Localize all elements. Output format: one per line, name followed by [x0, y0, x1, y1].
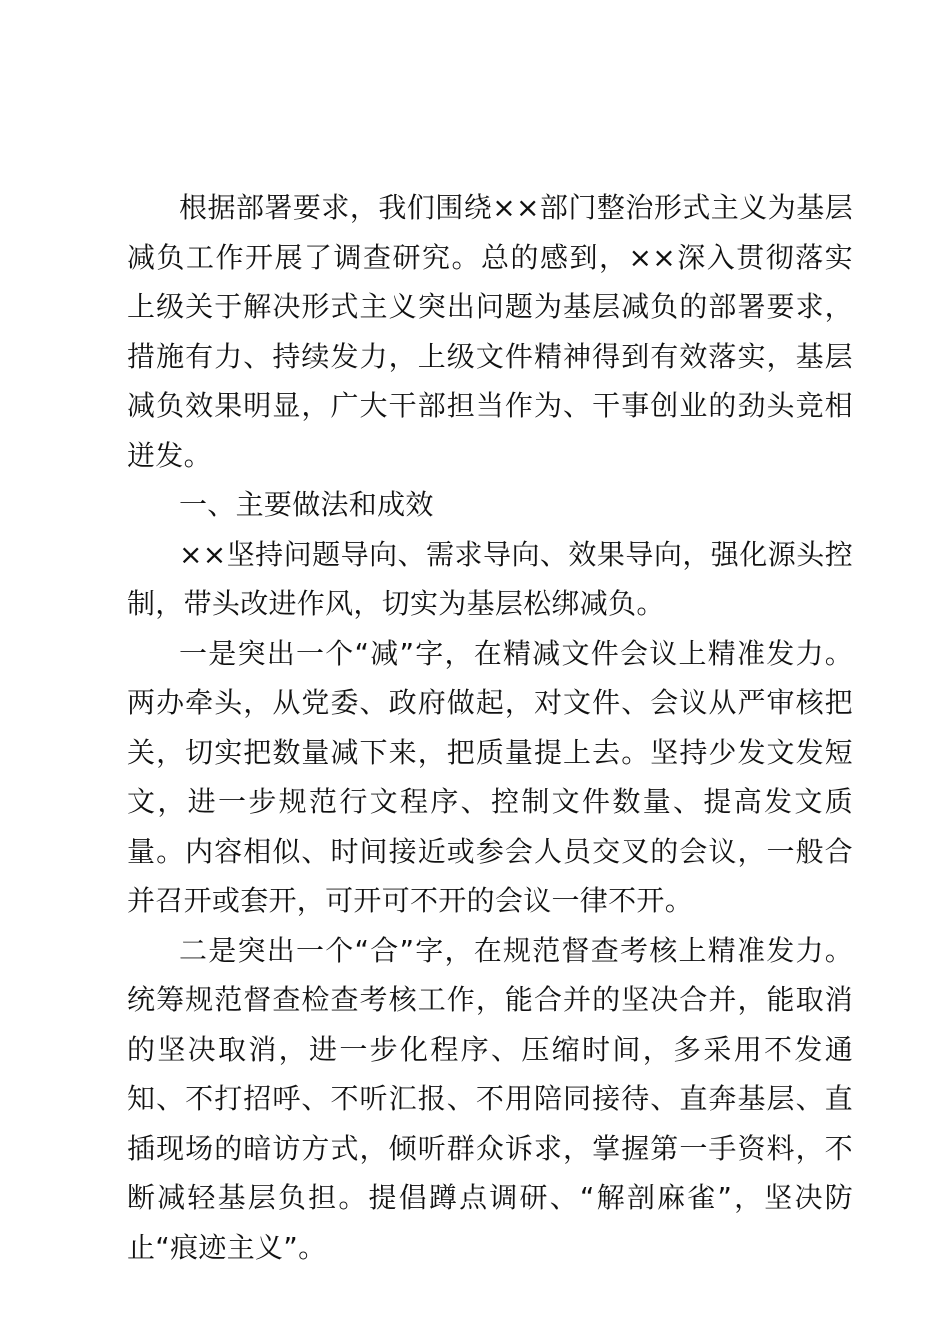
document-body — [127, 183, 853, 1272]
section-heading: 一、主要做法和成效 — [179, 488, 434, 521]
point-one-paragraph: 一是突出一个“减”字，在精减文件会议上精准发力。两办牵头，从党委、政府做起，对文件、会议从严审核把关，切实把数量减下来，把质量提上去。坚持少发文发短文，进一步规范行文程序、控制文件数量、提高发文质量。内容相似、时间接近或参会人员交叉的会议，一般合并召开或套开，可开可不开的会议一律不开。 — [127, 636, 853, 917]
point-two-paragraph: 二是突出一个“合”字，在规范督查考核上精准发力。统筹规范督查检查考核工作，能合并的坚决合并，能取消的坚决取消，进一步化程序、压缩时间，多采用不发通知、不打招呼、不听汇报、不用陪同接待、直奔基层、直插现场的暗访方式，倾听群众诉求，掌握第一手资料，不断减轻基层负担。提倡蹲点调研、“解剖麻雀”，坚决防止“痕迹主义”。 — [127, 933, 853, 1264]
intro-paragraph: 根据部署要求，我们围绕××部门整治形式主义为基层减负工作开展了调查研究。总的感到，××深入贯彻落实上级关于解决形式主义突出问题为基层减负的部署要求，措施有力、持续发力，上级文件精神得到有效落实，基层减负效果明显，广大干部担当作为、干事创业的劲头竞相迸发。 — [127, 191, 853, 472]
summary-paragraph: ××坚持问题导向、需求导向、效果导向，强化源头控制，带头改进作风，切实为基层松绑减负。 — [127, 537, 853, 620]
